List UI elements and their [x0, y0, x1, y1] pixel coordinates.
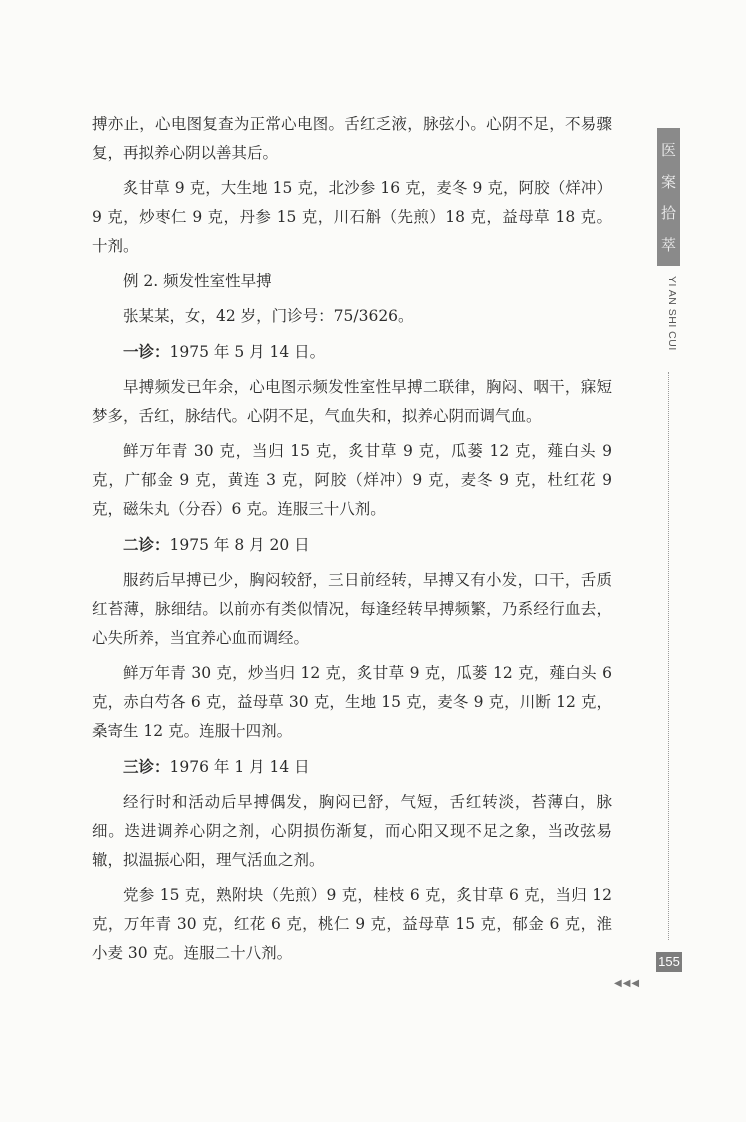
visit-2-header: [92, 530, 612, 560]
patient-info: 张某某，女，42 岁，门诊号：75/3626。: [123, 307, 414, 325]
visit-1-header: [92, 337, 612, 367]
visit-3-description: 经行时和活动后早搏偶发，胸闷已舒，气短，舌红转淡，苔薄白，脉细。迭进调养心阴之剂，心阴损伤渐复，而心阳又现不足之象，当改弦易辙，拟温振心阳，理气活血之剂。: [92, 793, 612, 869]
prescription-1: 炙甘草 9 克，大生地 15 克，北沙参 16 克，麦冬 9 克，阿胶（烊冲）9 克，炒枣仁 9 克，丹参 15 克，川石斛（先煎）18 克，益母草 18 克。十剂。: [92, 179, 612, 255]
visit-2-label: 二诊：: [123, 535, 170, 554]
visit-1-date: 1975 年 5 月 14 日。: [169, 343, 326, 361]
visit-2-description: 服药后早搏已少，胸闷较舒，三日前经转，早搏又有小发，口干，舌质红苔薄，脉细结。以前亦有类似情况，每逢经转早搏频繁，乃系经行血去，心失所养，当宜养心血而调经。: [92, 571, 612, 647]
main-text: [92, 110, 612, 974]
visit-2-date: 1975 年 8 月 20 日: [169, 536, 310, 554]
section-pinyin: YI AN SHI CUI: [666, 276, 678, 351]
page-number: 155: [656, 952, 682, 972]
section-tab-char: 萃: [660, 235, 676, 254]
margin-dotted-rule: [668, 372, 669, 940]
visit-3-date: 1976 年 1 月 14 日: [169, 758, 310, 776]
visit-3-header: [92, 752, 612, 782]
paragraph-continuation: 搏亦止，心电图复查为正常心电图。舌红乏液，脉弦小。心阴不足，不易骤复，再拟养心阴以善其后。: [92, 115, 612, 162]
prescription-4: 党参 15 克，熟附块（先煎）9 克，桂枝 6 克，炙甘草 6 克，当归 12 克，万年青 30 克，红花 6 克，桃仁 9 克，益母草 15 克，郁金 6 克，淮小麦 30 克。连服二十八剂。: [92, 886, 612, 962]
arrow-icon: ◀◀◀: [614, 978, 641, 989]
section-tab-char: 医: [660, 141, 676, 160]
prescription-2: 鲜万年青 30 克，当归 15 克，炙甘草 9 克，瓜蒌 12 克，薤白头 9 克，广郁金 9 克，黄连 3 克，阿胶（烊冲）9 克，麦冬 9 克，杜红花 9 克，磁朱丸（分吞）6 克。连服三十八剂。: [92, 442, 612, 518]
section-tab: [657, 128, 680, 266]
visit-3-label: 三诊：: [123, 757, 170, 776]
section-tab-char: 案: [660, 172, 676, 191]
visit-1-label: 一诊：: [123, 342, 170, 361]
case-title: 例 2. 频发性室性早搏: [123, 272, 272, 290]
visit-1-description: 早搏频发已年余，心电图示频发性室性早搏二联律，胸闷、咽干，寐短梦多，舌红，脉结代。心阴不足，气血失和，拟养心阴而调气血。: [92, 378, 612, 425]
section-tab-char: 拾: [660, 204, 676, 223]
prescription-3: 鲜万年青 30 克，炒当归 12 克，炙甘草 9 克，瓜蒌 12 克，薤白头 6 克，赤白芍各 6 克，益母草 30 克，生地 15 克，麦冬 9 克，川断 12 克，桑寄生 12 克。连服十四剂。: [92, 664, 612, 740]
